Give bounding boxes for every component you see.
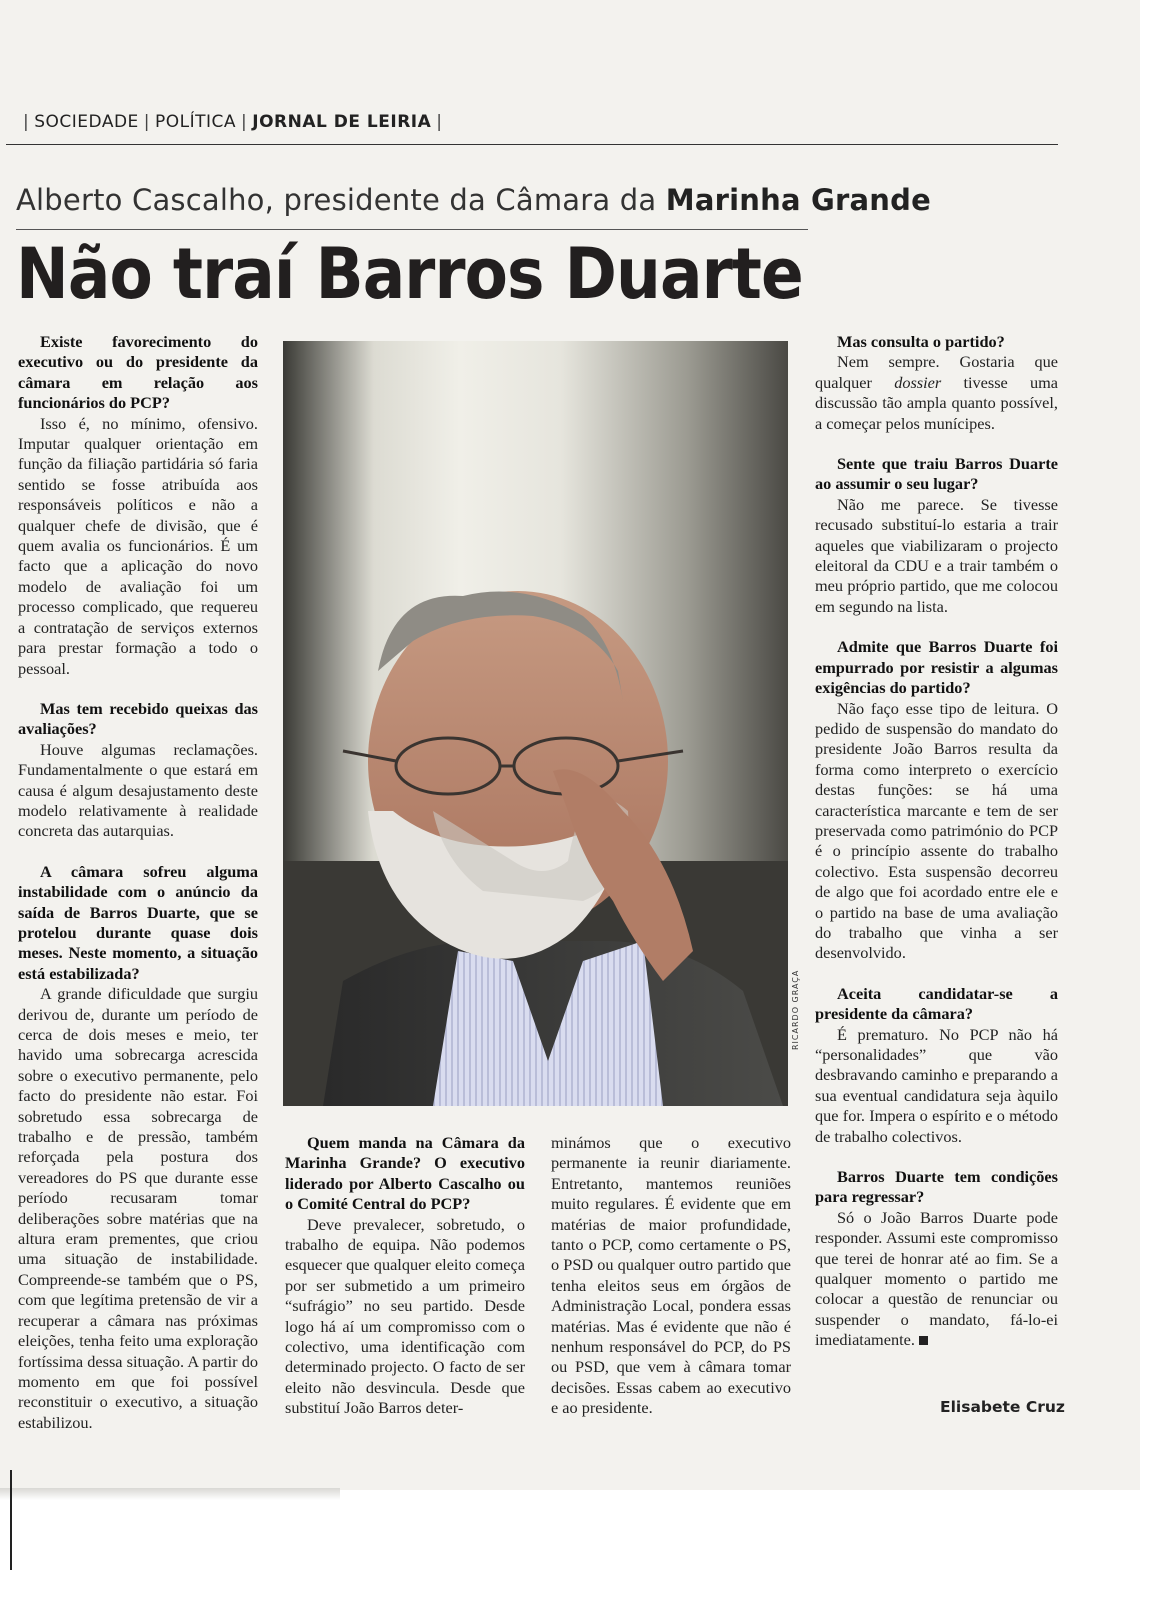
- question: Existe favorecimento do executivo ou do presidente da câmara em relação aos funcionários do PCP?: [18, 332, 258, 413]
- column-2: [285, 1133, 525, 1419]
- answer: A grande dificuldade que surgiu derivou de, durante um período de cerca de dois meses e meio, ter havido uma sobrecarga acrescida sobre o executivo permanente, pelo facto do presidente não estar. Foi sobretudo essa sobrecarga de trabalho e de pressão, também reforçada pela postura dos vereadores do PS que durante esse período recusaram tomar deliberações sobre matérias que na altura eram prementes, que criou uma situação de instabilidade. Compreende-se também que o PS, com que legítima pretensão de vir a recuperar a câmara nas próximas eleições, tenha feito uma exploração fortíssima dessa situação. A partir do momento em que foi possível reconstituir o executivo, a situação estabilizou.: [18, 984, 258, 1432]
- portrait-photo: [283, 341, 788, 1106]
- answer-text: Só o João Barros Duarte pode responder. Assumi este compromisso que terei de honrar até ao fim. Se a qualquer momento o partido me colocar a questão de renunciar ou suspender o mandato, fá-lo-ei imediatamente.: [815, 1207, 1058, 1350]
- answer: É prematuro. No PCP não há “personalidades” que vão desbravando caminho e preparando a sua eventual candidatura seja àquilo que for. Impera o espírito e o método de trabalho colectivos.: [815, 1024, 1058, 1146]
- section-sociedade: SOCIEDADE: [34, 112, 139, 132]
- question: Quem manda na Câmara da Marinha Grande? O executivo liderado por Alberto Cascalho ou o Comité Central do PCP?: [285, 1133, 525, 1214]
- answer: [815, 352, 1058, 434]
- answer: Não faço esse tipo de leitura. O pedido de suspensão do mandato do presidente João Barros resulta da forma como interpreto o exercício destas funções: se há uma característica marcante e tem de ser preservada como património do PCP é o princípio assente do trabalho colectivo. Esta suspensão decorreu de algo que foi acordado entre ele e o partido na base de uma avaliação do trabalho que vinha a ser desenvolvido.: [815, 698, 1058, 963]
- question: Sente que traiu Barros Duarte ao assumir o seu lugar?: [815, 454, 1058, 494]
- kicker-rule: [16, 229, 808, 230]
- headline: Não traí Barros Duarte: [16, 233, 803, 315]
- byline: Elisabete Cruz: [940, 1398, 1065, 1416]
- answer-text: Nem sempre. Gostaria que qualquer: [815, 352, 1058, 392]
- page-edge-shadow: [0, 1488, 340, 1500]
- answer-text: tivesse uma discussão tão ampla quanto possível, a começar pelos munícipes.: [815, 372, 1059, 433]
- question: Aceita candidatar-se a presidente da câmara?: [815, 983, 1058, 1024]
- column-4: [815, 332, 1058, 1351]
- answer: Deve prevalecer, sobretudo, o trabalho de equipa. Não podemos esquecer que qualquer eleito começa por ser submetido a um primeiro “sufrágio” no seu partido. Desde logo há aí um compromisso com o colectivo, uma identificação com determinado projecto. O facto de ser eleito não desvincula. Desde que substituí João Barros deter-: [285, 1214, 525, 1418]
- column-3: [551, 1133, 791, 1419]
- header-rule: [6, 144, 1058, 145]
- section-politica: POLÍTICA: [155, 112, 237, 132]
- kicker-bold: Marinha Grande: [665, 183, 931, 217]
- answer: Isso é, no mínimo, ofensivo. Imputar qualquer orientação em função da filiação partidária só faria sentido se fosse atribuída aos responsáveis políticos e não a qualquer chefe de divisão, que é quem avalia os funcionários. É um facto que a aplicação do novo modelo de avaliação foi um processo complicado, que requereu a contratação de serviços externos para prestar formação a todo o pessoal.: [18, 413, 258, 678]
- question: Mas consulta o partido?: [837, 332, 1005, 351]
- answer: minámos que o executivo permanente ia reunir diariamente. Entretanto, mantemos reuniões muito regulares. É evidente que em matérias de maior profundidade, tanto o PCP, como certamente o PS, o PSD ou qualquer outro partido que tenha eleitos seus em órgãos de Administração Local, pondera essas matérias. Mas é evidente que não é nenhum responsável do PCP, do PS ou PSD, que vem à câmara tomar decisões. Essas cabem ao executivo e ao presidente.: [551, 1133, 791, 1418]
- column-1: [18, 332, 258, 1433]
- section-jornal: JORNAL DE LEIRIA: [252, 112, 432, 132]
- kicker-prefix: Alberto Cascalho, presidente da Câmara da: [16, 183, 666, 217]
- question: Admite que Barros Duarte foi empurrado por resistir a algumas exigências do partido?: [815, 637, 1058, 698]
- answer: [815, 1208, 1058, 1351]
- end-mark: [919, 1336, 928, 1345]
- photo-credit: RICARDO GRAÇA: [791, 969, 800, 1050]
- kicker: [16, 183, 931, 217]
- page-edge-line: [10, 1470, 12, 1570]
- question: Barros Duarte tem condições para regressar?: [815, 1167, 1058, 1207]
- section-header: | SOCIEDADE | POLÍTICA | JORNAL DE LEIRIA |: [23, 112, 443, 132]
- answer: Não me parece. Se tivesse recusado substituí-lo estaria a trair aqueles que viabilizaram o projecto eleitoral da CDU e a trair também o meu próprio partido, que me colocou em segundo na lista.: [815, 494, 1058, 616]
- question: Mas tem recebido queixas das avaliações?: [18, 698, 258, 739]
- answer: Houve algumas reclamações. Fundamentalmente o que estará em causa é algum desajustamento deste modelo relativamente à realidade concreta das autarquias.: [18, 739, 258, 841]
- answer-emphasis: dossier: [894, 372, 942, 392]
- question: A câmara sofreu alguma instabilidade com o anúncio da saída de Barros Duarte, que se protelou durante quase dois meses. Neste momento, a situação está estabilizada?: [18, 861, 258, 983]
